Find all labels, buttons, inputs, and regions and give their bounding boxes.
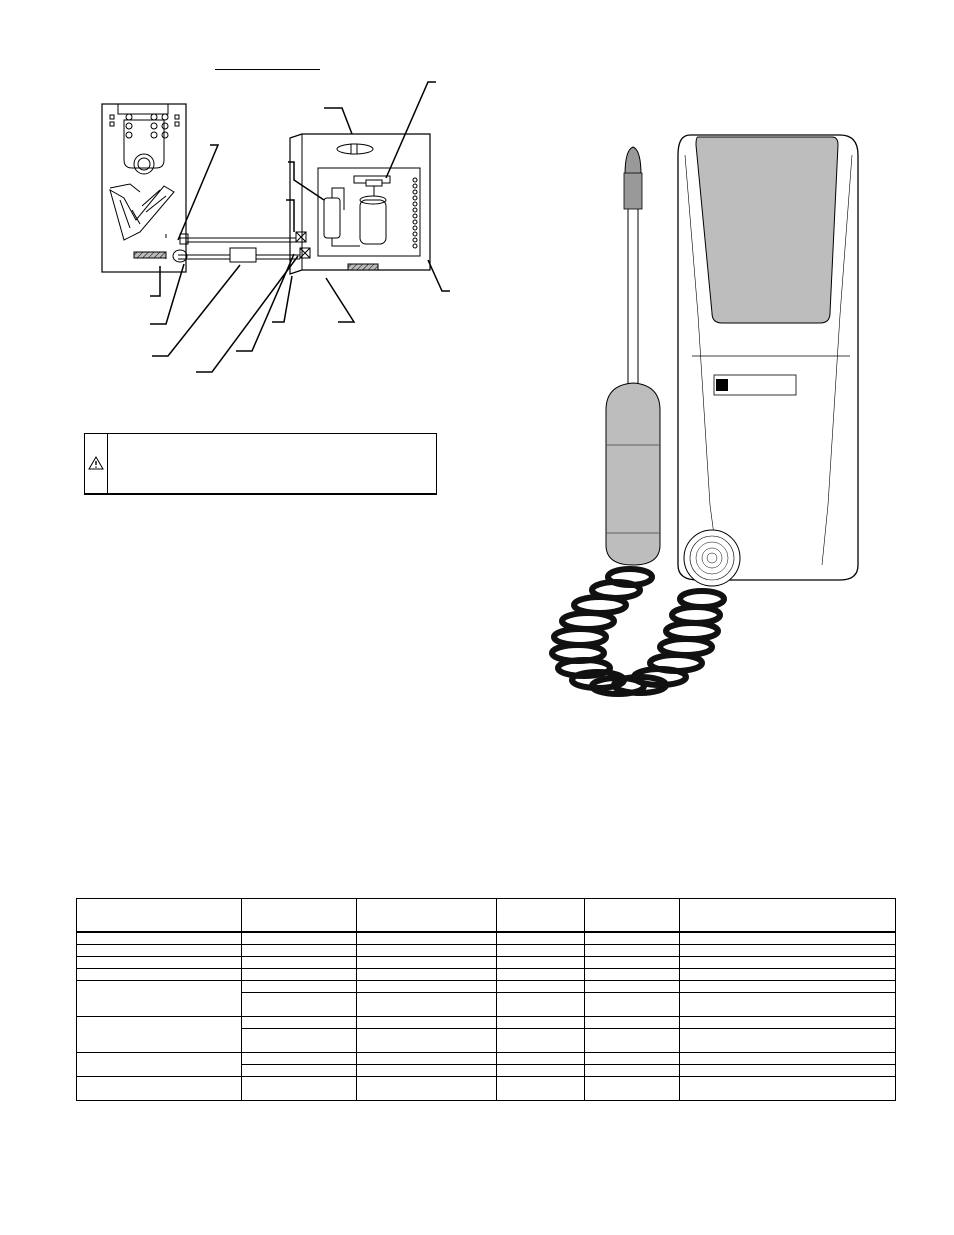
table-cell	[497, 956, 585, 968]
table-header-cell	[77, 899, 242, 933]
table-cell	[680, 1016, 896, 1028]
detector-body	[678, 135, 858, 586]
detector-probe	[606, 147, 660, 565]
table-row	[77, 968, 896, 980]
table-cell	[242, 1064, 357, 1076]
table-cell	[680, 980, 896, 992]
table-cell	[680, 1064, 896, 1076]
table-cell	[585, 1028, 680, 1052]
indoor-unit	[102, 104, 186, 272]
table-cell	[77, 932, 242, 944]
table-cell	[680, 956, 896, 968]
table-header-cell	[242, 899, 357, 933]
table-cell	[242, 932, 357, 944]
table-cell	[77, 1016, 242, 1052]
table-cell	[497, 992, 585, 1016]
table-cell	[242, 1052, 357, 1064]
callout-leaders	[150, 82, 450, 372]
table-row	[77, 980, 896, 992]
warning-triangle-icon	[88, 456, 104, 470]
table-header-cell	[585, 899, 680, 933]
table-cell	[357, 944, 497, 956]
table-cell	[680, 1076, 896, 1100]
warning-icon-cell	[85, 434, 108, 493]
table-cell	[585, 1016, 680, 1028]
table-cell	[680, 992, 896, 1016]
table-cell	[585, 968, 680, 980]
table-cell	[680, 1028, 896, 1052]
table-cell	[680, 932, 896, 944]
table-row	[77, 1052, 896, 1064]
table-cell	[242, 1016, 357, 1028]
table-header-cell	[357, 899, 497, 933]
table-cell	[357, 968, 497, 980]
table-row	[77, 944, 896, 956]
table-cell	[77, 968, 242, 980]
table-cell	[680, 1052, 896, 1064]
table-cell	[357, 1052, 497, 1064]
table-cell	[357, 956, 497, 968]
table-cell	[242, 1076, 357, 1100]
table-cell	[242, 992, 357, 1016]
table-header-cell	[497, 899, 585, 933]
table-cell	[585, 932, 680, 944]
table-cell	[77, 980, 242, 1016]
table-cell	[242, 980, 357, 992]
table-cell	[357, 1028, 497, 1052]
coiled-cord	[552, 569, 724, 694]
table-cell	[77, 944, 242, 956]
spec-table	[76, 898, 896, 1101]
table-cell	[585, 1076, 680, 1100]
table-row	[77, 932, 896, 944]
table-cell	[680, 944, 896, 956]
table-cell	[242, 956, 357, 968]
table-cell	[585, 992, 680, 1016]
table-cell	[680, 968, 896, 980]
table-header-row	[77, 899, 896, 933]
outdoor-unit	[290, 134, 430, 274]
warning-box	[84, 433, 437, 495]
table-cell	[497, 1052, 585, 1064]
table-header-cell	[680, 899, 896, 933]
table-cell	[242, 968, 357, 980]
table-cell	[497, 1076, 585, 1100]
table-cell	[357, 1016, 497, 1028]
table-cell	[497, 932, 585, 944]
table-row	[77, 956, 896, 968]
table-cell	[77, 1052, 242, 1076]
table-cell	[497, 968, 585, 980]
table-cell	[585, 944, 680, 956]
table-cell	[497, 944, 585, 956]
table-cell	[585, 980, 680, 992]
leak-detector-illustration	[540, 125, 880, 710]
table-row	[77, 1076, 896, 1100]
table-cell	[77, 1076, 242, 1100]
table-cell	[357, 1076, 497, 1100]
table-cell	[497, 1016, 585, 1028]
table-cell	[242, 1028, 357, 1052]
table-row	[77, 1016, 896, 1028]
table-cell	[497, 1028, 585, 1052]
table-cell	[585, 956, 680, 968]
table-cell	[357, 992, 497, 1016]
table-cell	[357, 1064, 497, 1076]
table-cell	[242, 944, 357, 956]
table-cell	[357, 980, 497, 992]
table-cell	[357, 932, 497, 944]
table-cell	[585, 1064, 680, 1076]
table-cell	[585, 1052, 680, 1064]
refrigeration-system-diagram	[80, 60, 460, 390]
table-cell	[77, 956, 242, 968]
table-cell	[497, 980, 585, 992]
table-cell	[497, 1064, 585, 1076]
